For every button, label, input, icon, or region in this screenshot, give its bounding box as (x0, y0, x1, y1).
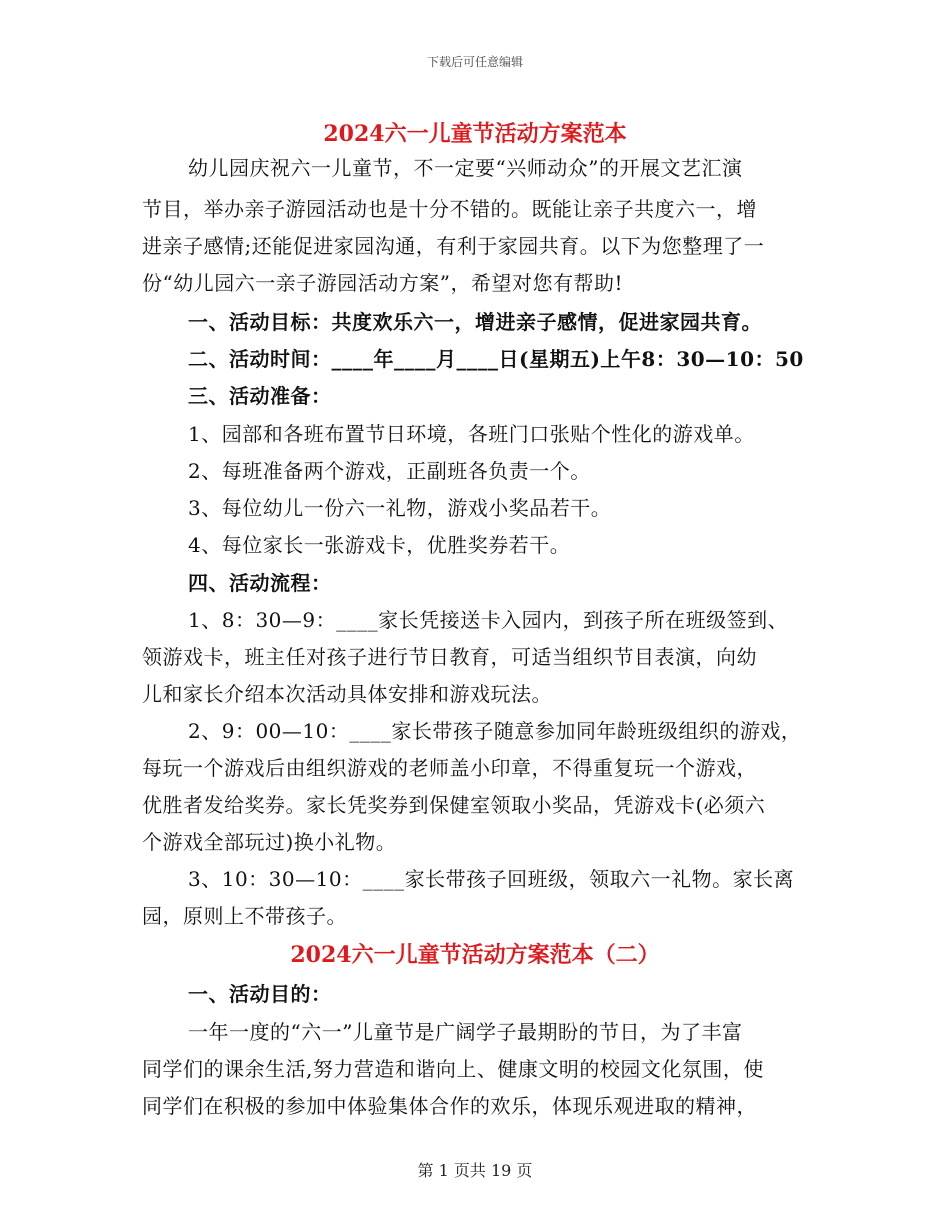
prep-item-1: 1、园部和各班布置节日环境，各班门口张贴个性化的游戏单。 (188, 422, 755, 446)
section-goal: 一、活动目标：共度欢乐六一，增进亲子感情，促进家园共育。 (188, 310, 762, 334)
section2-title: 2024六一儿童节活动方案范本（二） (290, 942, 660, 968)
intro-line-1: 幼儿园庆祝六一儿童节，不一定要“兴师动众”的开展文艺汇演 (188, 156, 743, 180)
flow-line-1: 1、8：30—9：____家长凭接送卡入园内，到孩子所在班级签到、 (188, 608, 789, 632)
purpose-line-3: 同学们在积极的参加中体验集体合作的欢乐，体现乐观进取的精神， (142, 1094, 757, 1118)
flow-line-9: 园，原则上不带孩子。 (142, 904, 347, 928)
intro-line-4: 份“幼儿园六一亲子游园活动方案”，希望对您有帮助! (142, 271, 623, 295)
flow-line-2: 领游戏卡，班主任对孩子进行节日教育，可适当组织节目表演，向幼 (142, 645, 757, 669)
section-prep-heading: 三、活动准备： (188, 384, 332, 408)
prep-item-4: 4、每位家长一张游戏卡，优胜奖券若干。 (188, 533, 571, 557)
flow-line-4: 2、9：00—10：____家长带孩子随意参加同年龄班级组织的游戏， (188, 719, 802, 743)
intro-line-3: 进亲子感情;还能促进家园沟通，有利于家园共育。以下为您整理了一 (142, 234, 765, 258)
purpose-line-1: 一年一度的“六一”儿童节是广阔学子最期盼的节日，为了丰富 (188, 1020, 743, 1044)
prep-item-2: 2、每班准备两个游戏，正副班各负责一个。 (188, 459, 591, 483)
document-title: 2024六一儿童节活动方案范本 (323, 121, 627, 147)
flow-line-8: 3、10：30—10：____家长带孩子回班级，领取六一礼物。家长离 (188, 867, 795, 891)
purpose-line-2: 同学们的课余生活,努力营造和谐向上、健康文明的校园文化氛围，使 (142, 1057, 764, 1081)
intro-line-2: 节目，举办亲子游园活动也是十分不错的。既能让亲子共度六一，增 (142, 197, 757, 221)
section2-purpose-heading: 一、活动目的： (188, 982, 332, 1006)
section-time: 二、活动时间：____年____月____日(星期五)上午8：30—10：50 (188, 347, 804, 371)
page-header-note: 下载后可任意编辑 (426, 55, 523, 69)
flow-line-3: 儿和家长介绍本次活动具体安排和游戏玩法。 (142, 682, 552, 706)
page-footer-number: 第 1 页共 19 页 (417, 1161, 533, 1180)
flow-line-6: 优胜者发给奖券。家长凭奖券到保健室领取小奖品，凭游戏卡(必须六 (142, 793, 766, 817)
flow-line-5: 每玩一个游戏后由组织游戏的老师盖小印章，不得重复玩一个游戏， (142, 756, 757, 780)
section-flow-heading: 四、活动流程： (188, 571, 332, 595)
flow-line-7: 个游戏全部玩过)换小礼物。 (142, 830, 397, 854)
prep-item-3: 3、每位幼儿一份六一礼物，游戏小奖品若干。 (188, 496, 612, 520)
